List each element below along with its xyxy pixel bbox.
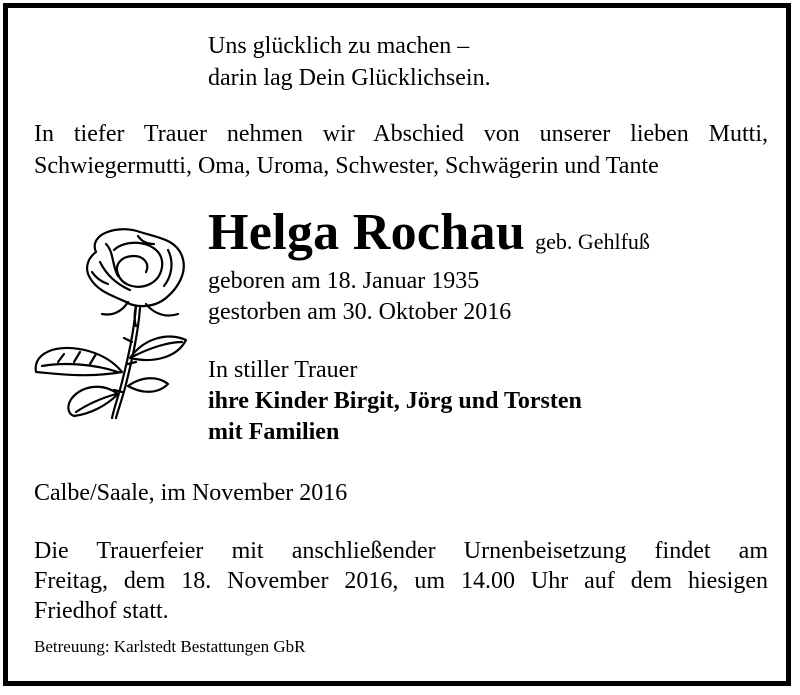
intro-line-1: In tiefer Trauer nehmen wir Abschied von unserer lieben Mutti,: [34, 121, 768, 147]
quote-line-1: Uns glücklich zu machen –: [208, 33, 470, 59]
opening-quote: [208, 30, 491, 94]
mourners-families: mit Familien: [208, 419, 340, 445]
funeral-info: [34, 536, 768, 626]
mourners-intro: In stiller Trauer: [208, 357, 358, 383]
rose-icon: [18, 222, 208, 422]
mourners-block: [208, 355, 582, 448]
birth-date: geboren am 18. Januar 1935: [208, 268, 480, 294]
maiden-name: geb. Gehlfuß: [535, 229, 650, 254]
deceased-name-row: [208, 205, 650, 261]
undertaker-credit: Betreuung: Karlstedt Bestattungen GbR: [34, 637, 306, 656]
quote-line-2: darin lag Dein Glücklichsein.: [208, 65, 491, 91]
death-date: gestorben am 30. Oktober 2016: [208, 299, 512, 325]
funeral-line-3: Friedhof statt.: [34, 598, 169, 624]
place-date: Calbe/Saale, im November 2016: [34, 480, 348, 506]
deceased-name: Helga Rochau: [208, 204, 526, 261]
funeral-line-1: Die Trauerfeier mit anschließender Urnenbeisetzung findet am: [34, 538, 768, 564]
intro-text: [34, 118, 768, 182]
intro-line-2: Schwiegermutti, Oma, Uroma, Schwester, Schwägerin und Tante: [34, 153, 659, 179]
funeral-line-2: Freitag, dem 18. November 2016, um 14.00 Uhr auf dem hiesigen: [34, 568, 768, 594]
life-dates: [208, 266, 511, 328]
mourners-children: ihre Kinder Birgit, Jörg und Torsten: [208, 388, 582, 414]
